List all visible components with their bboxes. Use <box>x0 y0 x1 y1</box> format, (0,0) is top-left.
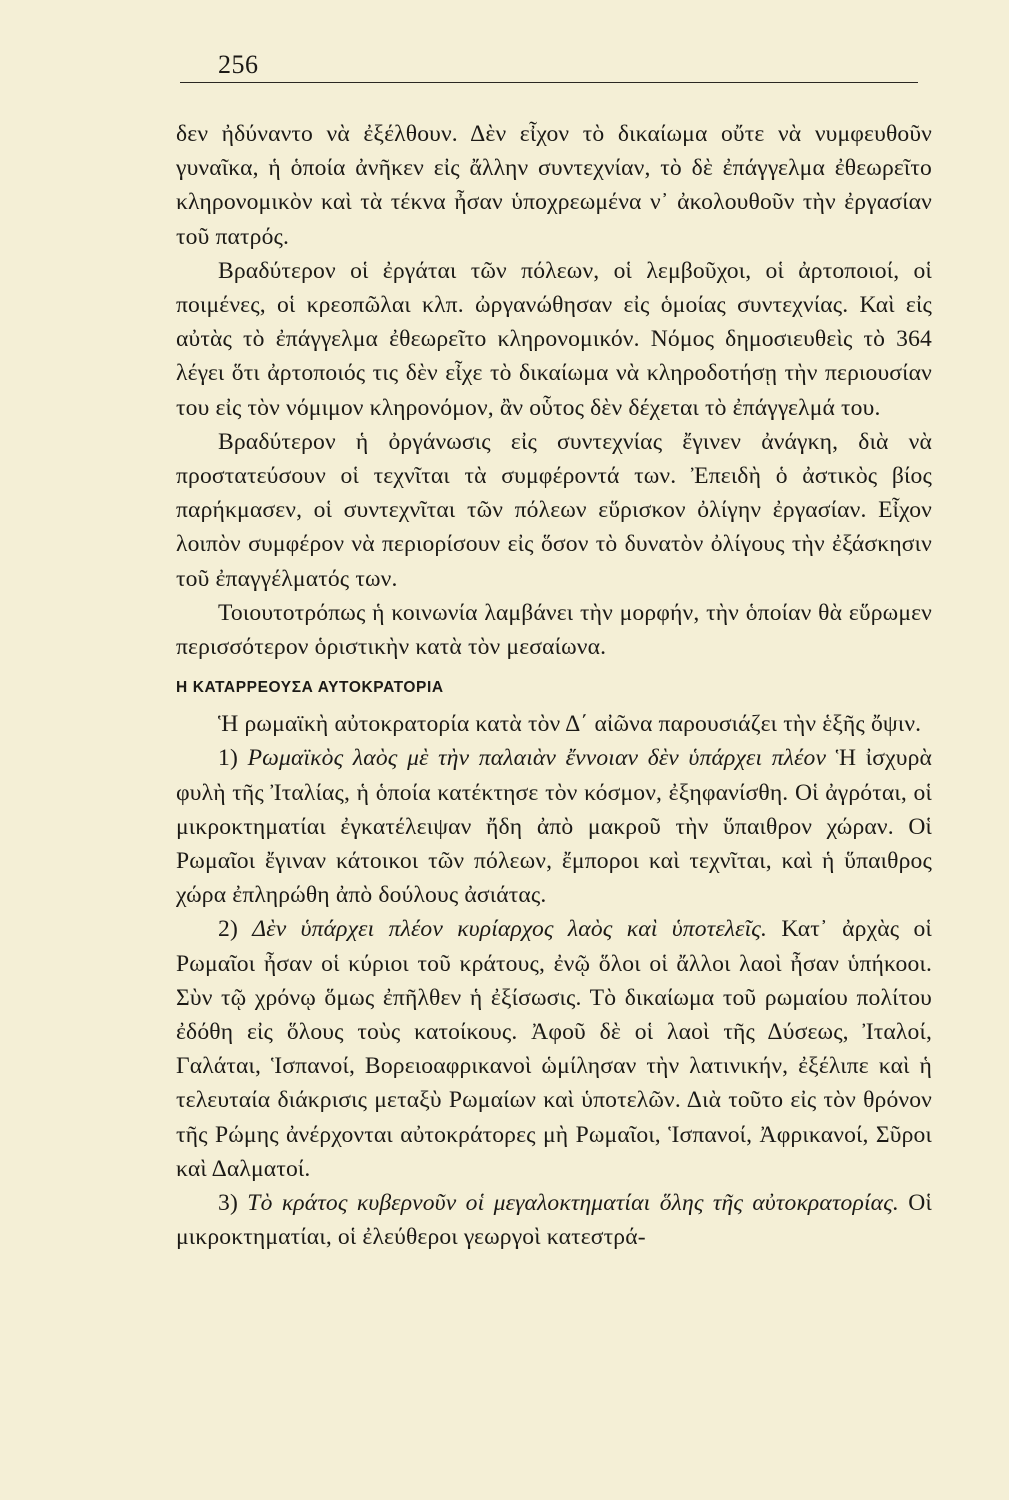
section-intro: Ἡ ρωμαϊκὴ αὐτοκρατορία κατὰ τὸν Δ΄ αἰῶνα παρουσιάζει τὴν ἑξῆς ὄψιν. <box>218 711 922 738</box>
point-3-text: Οἱ μικροκτηματίαι, οἱ ἐλεύθεροι γεωργοὶ κατεστρά- <box>176 1190 932 1251</box>
header-rule <box>180 82 918 83</box>
point-3-title: Τὸ κράτος κυβερνοῦν οἱ μεγαλοκτηματίαι ὅλης τῆς αὐτοκρατορίας. <box>247 1190 899 1217</box>
paragraph-organization: Βραδύτερον ἡ ὀργάνωσις εἰς συντεχνίας ἔγινεν ἀνάγκη, διὰ νὰ προστατεύσουν οἱ τεχνῖται τὰ συμφέροντά των. Ἐπειδὴ ὁ ἀστικὸς βίος παρήκμασεν, οἱ συντεχνῖται τῶν πόλεων εὕρισκον ὀλίγην ἐργασίαν. Εἶχον λοιπὸν συμφέρον νὰ περιορίσουν εἰς ὅσον τὸ δυνατὸν ὀλίγους τὴν ἐξάσκησιν τοῦ ἐπαγγέλματός των. <box>176 428 932 592</box>
point-2-text: Κατ᾽ ἀρχὰς οἱ Ρωμαῖοι ἦσαν οἱ κύριοι τοῦ κράτους, ἐνῷ ὅλοι οἱ ἄλλοι λαοὶ ἦσαν ὑπήκοοι. Σὺν τῷ χρόνῳ ὅμως ἐπῆλθεν ἡ ἐξίσωσις. Τὸ δικαίωμα τοῦ ρωμαίου πολίτου ἐδόθη εἰς ὅλους τοὺς κατοίκους. Ἀφοῦ δὲ οἱ λαοὶ τῆς Δύσεως, Ἰταλοί, Γαλάται, Ἱσπανοί, Βορειοαφρικανοὶ ὡμίλησαν τὴν λατινικήν, ἐξέλιπε καὶ ἡ τελευταία διάκρισις μεταξὺ Ρωμαίων καὶ ὑποτελῶν. Διὰ τοῦτο εἰς τὸν θρόνον τῆς Ρώμης ἀνέρχονται αὐτοκράτορες μὴ Ρωμαῖοι, Ἱσπανοί, Ἀφρικανοί, Σῦροι καὶ Δαλματοί. <box>176 916 932 1182</box>
point-1-text: Ἡ ἰσχυρὰ φυλὴ τῆς Ἰταλίας, ἡ ὁποία κατέκτησε τὸν κόσμον, ἐξηφανίσθη. Οἱ ἀγρόται, οἱ μικροκτηματίαι ἐγκατέλειψαν ἤδη ἀπὸ μακροῦ τὴν ὕπαιθρον χώραν. Οἱ Ρωμαῖοι ἔγιναν κάτοικοι τῶν πόλεων, ἔμποροι καὶ τεχνῖται, καὶ ἡ ὕπαιθρος χώρα ἐπληρώθη ἀπὸ δούλους ἀσιάτας. <box>176 745 933 909</box>
point-1-title: Ρωμαϊκὸς λαὸς μὲ τὴν παλαιὰν ἔννοιαν δὲν ὑπάρχει πλέον <box>247 745 827 772</box>
section-heading: Η ΚΑΤΑΡΡΕΟΥΣΑ ΑΥΤΟΚΡΑΤΟΡΙΑ <box>176 679 444 697</box>
point-1 <box>176 741 932 912</box>
point-2 <box>176 912 932 1186</box>
page-header <box>180 48 920 88</box>
point-3-number: 3) <box>218 1190 238 1217</box>
point-1-number: 1) <box>218 745 238 772</box>
page-number: 256 <box>218 50 259 79</box>
point-2-title: Δὲν ὑπάρχει πλέον κυρίαρχος λαὸς καὶ ὑποτελεῖς. <box>252 916 768 943</box>
paragraph-continuation: δεν ἠδύναντο νὰ ἐξέλθουν. Δὲν εἶχον τὸ δικαίωμα οὔτε νὰ νυμφευθοῦν γυναῖκα, ἡ ὁποία ἀνῆκεν εἰς ἄλλην συντεχνίαν, τὸ δὲ ἐπάγγελμα ἐθεωρεῖτο κληρονομικὸν καὶ τὰ τέκνα ἦσαν ὑποχρεωμένα ν᾽ ἀκολουθοῦν τὴν ἐργασίαν τοῦ πατρός. <box>176 121 932 250</box>
point-3 <box>176 1186 932 1254</box>
paragraph-guilds: Βραδύτερον οἱ ἐργάται τῶν πόλεων, οἱ λεμβοῦχοι, οἱ ἀρτοποιοί, οἱ ποιμένες, οἱ κρεοπῶλαι κλπ. ὠργανώθησαν εἰς ὁμοίας συντεχνίας. Καὶ εἰς αὐτὰς τὸ ἐπάγγελμα ἐθεωρεῖτο κληρονομικόν. Νόμος δημοσιευθεὶς τὸ 364 λέγει ὅτι ἀρτοποιός τις δὲν εἶχε τὸ δικαίωμα νὰ κληροδοτήσῃ τὴν περιουσίαν του εἰς τὸν νόμιμον κληρονόμον, ἂν οὗτος δὲν δέχεται τὸ ἐπάγγελμά του. <box>176 257 932 421</box>
paragraph-society: Τοιουτοτρόπως ἡ κοινωνία λαμβάνει τὴν μορφήν, τὴν ὁποίαν θὰ εὕρωμεν περισσότερον ὁριστικὴν κατὰ τὸν μεσαίωνα. <box>176 599 932 661</box>
body-text <box>176 117 932 1255</box>
point-2-number: 2) <box>218 916 238 943</box>
